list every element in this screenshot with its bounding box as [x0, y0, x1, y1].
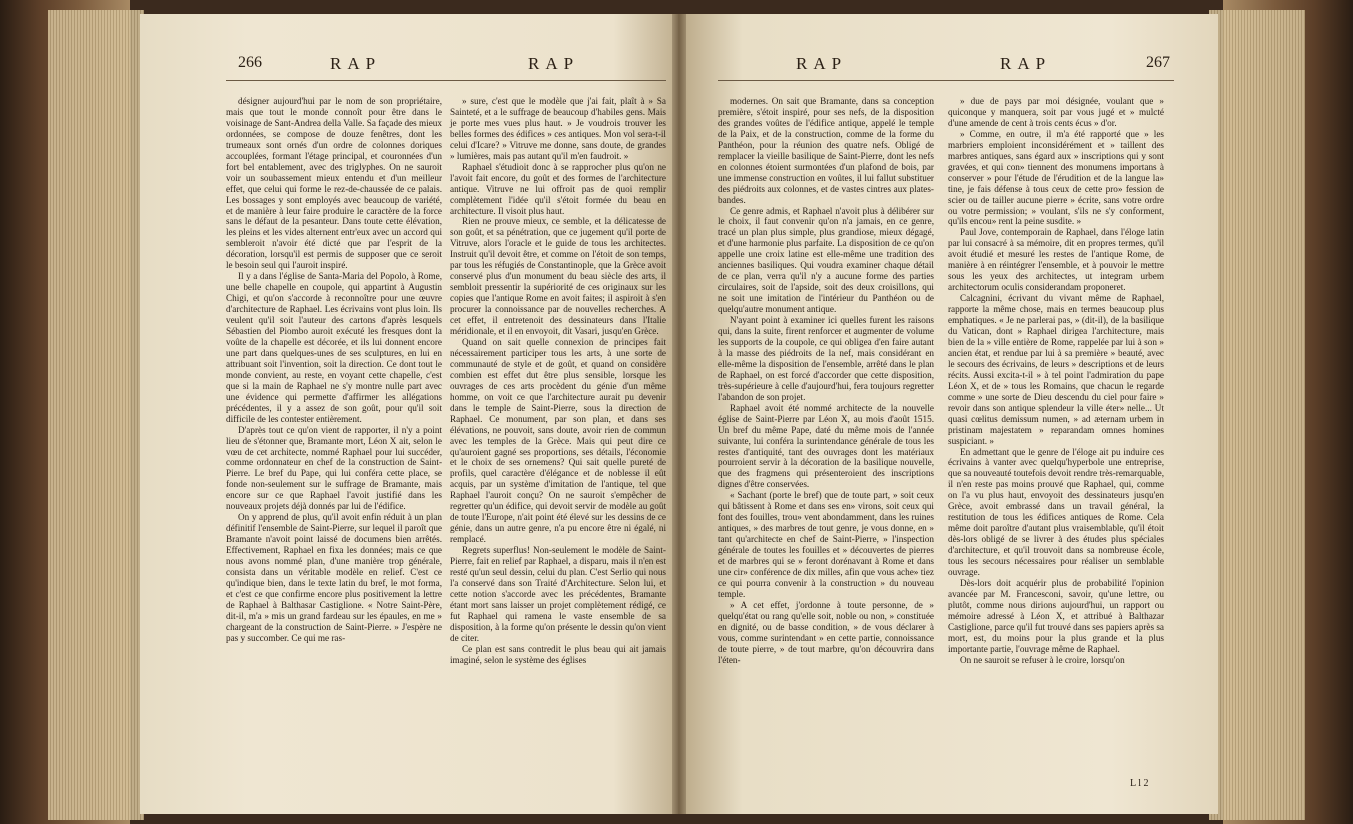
paragraph: Calcagnini, écrivant du vivant même de Raphael, rapporte la même chose, mais en termes beaucoup plus emphatiques. « Je ne parlerai pas, » (dit-il), de la basilique du Vatican, dont » Raphael dirigea l'architecture, mais bien de la » ville entière de Rome, rappelée par lui à son » ancien état, et rendue par lui à sa première » beauté, avec le secours des écrivains, de leurs » descriptions et de leurs récits. Aussi excita-t-il » à tel point l'admiration du pape Léon X, et de » tous les Romains, que chacun le regarde comme » une sorte de Dieu descendu du ciel pour faire » revoir dans son antique splendeur la ville éter» nelle... Ut quasi cœlitus demissum numen, » ad æternam urbem in pristinam majestatem » reparandam omnes homines suspiciant. »	[948, 293, 1164, 446]
page-number: 267	[1146, 54, 1170, 71]
paragraph: » A cet effet, j'ordonne à toute personne, de » quelqu'état ou rang qu'elle soit, noble ou non, » constituée en dignité, ou de basse condition, » de vous déclarer à vous, comme surintendant » en cette partie, connoissance de toute pierre, » de tout marbre, qu'on découvrira dans l'éten-	[718, 599, 934, 665]
paragraph: modernes. On sait que Bramante, dans sa conception première, s'étoit inspiré, pour ses nefs, de la disposition des grandes voûtes de l'édifice antique, appelé le temple de la Paix, et de la construction, comme de la forme du Panthéon, pour la réunion des quatre nefs. Obligé de remplacer la vieille basilique de Saint-Pierre, dont les nefs en colonnes étoient surmontées d'un plafond de bois, par une immense construction en voûtes, il lui fallut substituer des piédroits aux colonnes, et de vastes cintres aux plates-bandes.	[718, 96, 934, 205]
text-column-left	[718, 96, 934, 666]
paragraph: Dès-lors doit acquérir plus de probabilité l'opinion avancée par M. Francesconi, savoir, qu'une lettre, ou plutôt, comme nous dirions aujourd'hui, un rapport ou mémoire adressé à Léon X, et attribué à Balthazar Castiglione, parce qu'il fut trouvé dans ses papiers après sa mort, est, du moins pour la plus grande et la plus importante partie, l'ouvrage même de Raphael.	[948, 577, 1164, 654]
paragraph: Ce genre admis, et Raphael n'avoit plus à délibérer sur le choix, il faut convenir qu'on n'a jamais, en ce genre, tracé un plan plus simple, plus grandiose, mieux dégagé, et d'une harmonie plus parfaite. La disposition de ce qu'on appelle une croix latine est elle-même une tradition des anciennes basiliques. Qui voudra examiner chaque détail de ce plan, verra qu'il n'y a aucune forme des parties circulaires, soit de l'apside, soit des deux croisillons, qui ne soit une imitation de l'intérieur du Panthéon ou de quelqu'autre monument antique.	[718, 205, 934, 315]
left-page	[140, 14, 678, 814]
header-rule	[718, 80, 1174, 81]
page-edges-right	[1209, 10, 1305, 820]
paragraph: En admettant que le genre de l'éloge ait pu induire ces écrivains à vanter avec quelqu'hyperbole une entreprise, que sa nouveauté toutefois devoit rendre très-remarquable, il n'en reste pas moins prouvé que Raphael, qui, comme on l'a vu plus haut, envoyoit des dessinateurs jusqu'en Grèce, avoit embrassé dans un travail général, la restitution de tous les édifices antiques de Rome. Cela même doit paroître d'autant plus vraisemblable, qu'il étoit dès-lors obligé de se livrer à des études plus spéciales d'architecture, et qu'il trouvoit dans sa nombreuse école, tous les secours nécessaires pour réaliser un semblable ouvrage.	[948, 446, 1164, 577]
paragraph: Raphael s'étudioit donc à se rapprocher plus qu'on ne l'avoit fait encore, du goût et des formes de l'architecture antique. Vitruve ne lui offroit pas de quoi remplir complètement l'idée qu'il s'étoit formée du beau en architecture. Il visoit plus haut.	[450, 161, 666, 216]
paragraph: désigner aujourd'hui par le nom de son propriétaire, mais que tout le monde connoît pour être dans le voisinage de Sant-Andrea della Valle. Sa façade des mieux ordonnées, se compose de douze fenêtres, dont les trumeaux sont ornés d'un ordre de colonnes doriques accouplées, formant l'étage principal, et couronnées d'un fort bel entablement, avec des triglyphes. On ne sauroit voir un soubassement mieux entendu et d'un meilleur effet, que celui qui forme le rez-de-chaussée de ce palais. Les bossages y sont employés avec beaucoup de variété, et de manière à leur faire produire le caractère de la force sans le défaut de la pesanteur. Dans toute cette élévation, les pleins et les vides alternent entr'eux avec un accord qui sembleroit n'avoir été dicté que par l'esprit de la décoration, lorsqu'il est permis de supposer que ce seroit le besoin seul qui l'auroit inspiré.	[226, 96, 442, 271]
paragraph: Regrets superflus! Non-seulement le modèle de Saint-Pierre, fait en relief par Raphael, a disparu, mais il n'en est resté qu'un seul dessin, celui du plan. C'est Serlio qui nous l'a conservé dans son Traité d'Architecture. Selon lui, et cette notion s'accorde avec les précédentes, Bramante étant mort sans laisser un projet complètement rédigé, ce fut Raphael qui ramena le vaste ensemble de sa disposition, à la forme qu'on présente le dessin qu'on vient de citer.	[450, 545, 666, 643]
running-head: RAP	[1000, 54, 1052, 73]
text-column-left	[226, 96, 442, 644]
paragraph: « Sachant (porte le bref) que de toute part, » soit ceux qui bâtissent à Rome et dans ses en» virons, soit ceux qui font des fouilles, trou» vent abondamment, dans les ruines antiques, » des marbres de tout genre, je vous donne, en » tant qu'architecte en chef de Saint-Pierre, » l'inspection générale de toutes les fouilles et » découvertes de pierres et de marbres qui se » feront dorénavant à Rome et dans une cir» conférence de dix milles, afin que vous ache» tiez ce qui pourra convenir à la construction » du nouveau temple.	[718, 490, 934, 599]
paragraph: D'après tout ce qu'on vient de rapporter, il n'y a point lieu de s'étonner que, Bramante mort, Léon X ait, selon le vœu de cet architecte, nommé Raphael pour lui succéder, comme ordonnateur en chef de la construction de Saint-Pierre. Le bref du Pape, qui lui conféra cette place, se fonde non-seulement sur le suffrage de Bramante, mais encore sur ce que Raphael l'avoit justifié dans les nouveaux projets déjà donnés par lui de l'édifice.	[226, 424, 442, 512]
text-column-right	[948, 96, 1164, 666]
paragraph: On ne sauroit se refuser à le croire, lorsqu'on	[960, 654, 1125, 665]
paragraph: » Comme, en outre, il m'a été rapporté que » les marbriers emploient inconsidérément et » taillent des marbres antiques, sans égard aux » inscriptions qui y sont gravées, et qui con» tiennent des monumens importans à conserver » pour l'étude de l'érudition et de la langue la» tine, je fais défense à tous ceux de cette pro» fession de scier ou de tailler aucune pierre » écrite, sans votre ordre ou votre permission; » voulant, s'ils ne s'y conforment, qu'ils encou» rent la peine susdite. »	[948, 128, 1164, 227]
paragraph: Ce plan est sans contredit le plus beau qui ait jamais imaginé, selon le système des églises	[450, 643, 666, 665]
running-head: RAP	[528, 54, 580, 73]
paragraph: Paul Jove, contemporain de Raphael, dans l'éloge latin par lui consacré à sa mémoire, dit en propres termes, qu'il avoit étudié et mesuré les restes de l'antique Rome, de manière à en réintégrer l'ensemble, et à pouvoir le mettre sous les yeux des architectes, ut integram urbem architectorum oculis considerandam proponeret.	[948, 227, 1164, 293]
text-column-right	[450, 96, 666, 666]
paragraph: » sure, c'est que le modèle que j'ai fait, plaît à » Sa Sainteté, et a le suffrage de beaucoup d'habiles gens. Mais je porte mes vues plus haut. » Je voudrois trouver les belles formes des édifices » ces antiques. Mon vol sera-t-il celui d'Icare? » Vitruve me donne, sans doute, de grandes » lumières, mais pas autant qu'il m'en faudroit. »	[450, 96, 666, 161]
paragraph: Raphael avoit été nommé architecte de la nouvelle église de Saint-Pierre par Léon X, au mois d'août 1515. Un bref du même Pape, daté du même mois de l'année suivante, lui conféra la surintendance générale de tous les restes d'antiquité, tant des ouvrages dont les matériaux pourroient servir à la décoration de la basilique nouvelle, que des fragmens qui présenteroient des inscriptions dignes d'être conservées.	[718, 402, 934, 490]
book-gutter	[672, 14, 686, 814]
paragraph: N'ayant point à examiner ici quelles furent les raisons qui, dans la suite, firent renforcer et augmenter de volume les supports de la coupole, ce qui obligea d'en faire autant à la masse des piédroits de la nef, mais considérant en elle-même la disposition de l'ensemble, arrêté dans le plan de Raphael, on est forcé d'accorder que cette disposition, très-supérieure à celle d'aujourd'hui, fera toujours regretter l'abandon de son projet.	[718, 315, 934, 402]
right-page	[678, 14, 1218, 814]
paragraph: Quand on sait quelle connexion de principes fait nécessairement participer tous les arts, à une sorte de communauté de style et de goût, et quand on considère combien est effet dut être plus sensible, lorsque les ouvrages de ces arts procèdent du génie d'un même homme, on voit ce que l'architecture aurait pu devenir dans le temple de Saint-Pierre, sous la direction de Raphael. Ce monument, par son plan, et dans ses élévations, ne pouvoit, sans doute, avoir rien de commun avec les temples de la Grèce. Mais qui peut dire ce qu'auroient gagné ses proportions, ses détails, l'économie et le choix de ses ornemens? Qui sait quelle pureté de profils, quel caractère d'élégance et de noblesse il eût acquis, par un système d'imitation de l'antique, tel que Raphael l'auroit conçu? On ne sauroit s'empêcher de regretter qu'un édifice, qui devoit servir de modèle au goût de toute l'Europe, n'ait point été élevé sur les dessins de ce génie, dans un autre genre, n'a pu encore être ni égalé, ni remplacé.	[450, 336, 666, 545]
paragraph: On y apprend de plus, qu'il avoit enfin réduit à un plan définitif l'ensemble de Saint-Pierre, sur lequel il paroît que Bramante n'avoit point laissé de documens bien arrêtés. Effectivement, Raphael en fixa les données; mais ce que nous avons nommé plan, d'une manière trop générale, consista dans un véritable modèle en relief. C'est ce qu'indique bien, dans le texte latin du bref, le mot forma, et c'est ce que confirme encore plus positivement la lettre de Raphael à Balthasar Castiglione. « Notre Saint-Père, dit-il, m'a » mis un grand fardeau sur les épaules, en me » chargeant de la construction de Saint-Pierre. » J'espère ne pas y succomber. Ce qui me ras-	[226, 512, 442, 643]
signature-mark: L l 2	[1130, 778, 1149, 789]
page-number: 266	[238, 54, 262, 71]
paragraph: Il y a dans l'église de Santa-Maria del Popolo, à Rome, une belle chapelle en coupole, qui appartint à Augustin Chigi, et qu'on s'accorde à reconnoître pour une œuvre d'architecture de Raphael. Les écrivains vont plus loin. Ils veulent qu'il soit l'auteur des cartons d'après lesquels Sébastien del Piombo auroit exécuté les fresques dont la voûte de la chapelle est décorée, et ils lui donnent encore une part dans quelques-unes de ses sculptures, en lui en attribuant soit l'invention, soit la direction. Ce dont tout le monde convient, au reste, en voyant cette chapelle, c'est que si la main de Raphael ne s'y montre nulle part avec une évidence qui permette d'affirmer les allégations précédentes, il y a assez de son goût, pour qu'il soit difficile de les contester entièrement.	[226, 271, 442, 424]
header-rule	[226, 80, 666, 81]
running-head: RAP	[330, 54, 382, 73]
running-head: RAP	[796, 54, 848, 73]
page-edges-left	[48, 10, 144, 820]
paragraph: Rien ne prouve mieux, ce semble, et la délicatesse de son goût, et sa pénétration, que ce jugement qu'il porte de Vitruve, alors l'oracle et le guide de tous les architectes. Instruit qu'il devoit être, et comme on l'étoit de son temps, par tous les réfugiés de Constantinople, que la Grèce avoit conservé plus d'un monument du beau siècle des arts, il sembloit pressentir la supériorité de ces originaux sur les copies que l'antique Rome en avoit faites; il aspiroit à s'en procurer la connoissance par de nouvelles recherches. A cet effet, il entretenoit des dessinateurs dans l'Italie méridionale, et il en envoyoit, dit Vasari, jusqu'en Grèce.	[450, 216, 666, 337]
paragraph: » due de pays par moi désignée, voulant que » quiconque y manquera, soit par vous jugé et » mulcté d'une amende de cent à trois cents écus » d'or.	[948, 96, 1164, 128]
